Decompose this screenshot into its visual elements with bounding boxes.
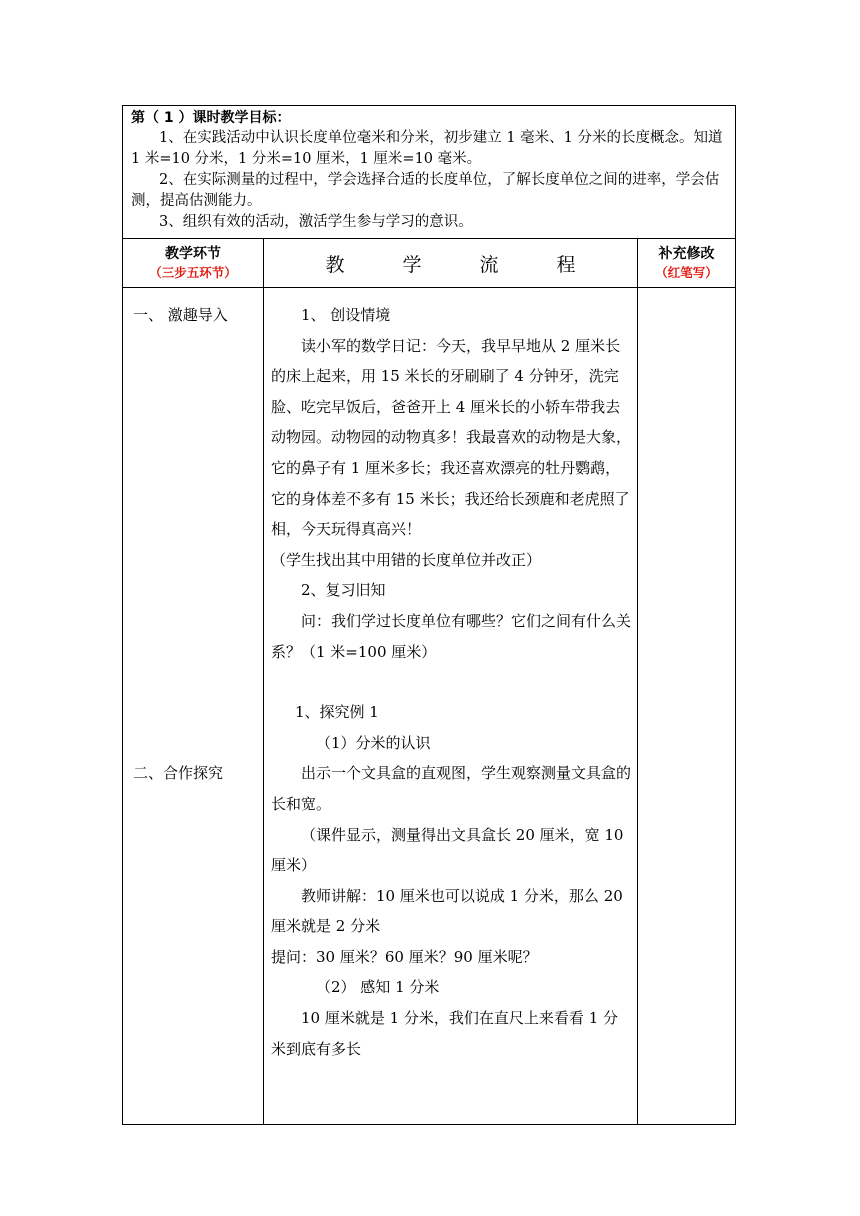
objectives-heading: 第（ 1 ）课时教学目标：	[131, 110, 291, 126]
header-stage-cell	[123, 239, 264, 288]
lesson-plan-table	[122, 105, 736, 1125]
process-column	[264, 288, 638, 1125]
blank-line	[271, 667, 631, 697]
process-line-3: （学生找出其中用错的长度单位并改正）	[271, 550, 542, 569]
objective-item-1: 1、在实践活动中认识长度单位毫米和分米，初步建立 1 毫米、1 分米的长度概念。知道 1 米=10 分米，1 分米=10 厘米，1 厘米=10 毫米。	[131, 130, 723, 167]
process-line-4: 2、复习旧知	[301, 581, 386, 600]
header-revision-cell	[638, 239, 736, 288]
stage-explore: 二、合作探究	[133, 764, 224, 782]
process-line-10: 教师讲解：10 厘米也可以说成 1 分米，那么 20 厘米就是 2 分米	[271, 886, 623, 936]
header-process-title: 教 学 流 程	[325, 253, 602, 276]
process-line-5: 问：我们学过长度单位有哪些？它们之间有什么关系？（1 米=100 厘米）	[271, 611, 632, 661]
header-stage-subtitle: （三步五环节）	[149, 264, 237, 280]
process-diary: 读小军的数学日记：今天，我早早地从 2 厘米长的床上起来，用 15 米长的牙刷刷了 4 分钟牙，洗完脸、吃完早饭后，爸爸开上 4 厘米长的小轿车带我去动物园。动物园的动物真多！我最喜欢的动物是大象，它的鼻子有 1 厘米多长；我还喜欢漂亮的牡丹鹦鹉，它的身体差不多有 15 米长；我还给长颈鹿和老虎照了相，今天玩得真高兴！	[271, 336, 632, 539]
header-process-cell	[264, 239, 638, 288]
objective-item-2: 2、在实际测量的过程中，学会选择合适的长度单位，了解长度单位之间的进率，学会估测，提高估测能力。	[131, 172, 720, 209]
header-stage-title: 教学环节	[165, 245, 221, 262]
header-revision-subtitle: （红笔写）	[655, 264, 718, 280]
stage-intro: 一、 激趣导入	[133, 306, 228, 324]
process-line-9: （课件显示，测量得出文具盒长 20 厘米，宽 10 厘米）	[271, 825, 624, 875]
objectives-cell	[123, 106, 736, 239]
header-revision-title: 补充修改	[658, 245, 715, 262]
process-line-1: 1、 创设情境	[301, 306, 391, 324]
process-line-6: 1、探究例 1	[295, 703, 379, 722]
revision-column	[638, 288, 736, 1125]
stage-column	[123, 288, 264, 1125]
process-line-12: （2） 感知 1 分米	[316, 978, 440, 997]
process-line-11: 提问：30 厘米？60 厘米？90 厘米呢？	[271, 947, 538, 966]
process-line-7: （1）分米的认识	[316, 733, 431, 752]
objective-item-3: 3、组织有效的活动，激活学生参与学习的意识。	[159, 214, 473, 230]
process-line-8: 出示一个文具盒的直观图，学生观察测量文具盒的长和宽。	[271, 764, 632, 813]
process-line-13: 10 厘米就是 1 分米，我们在直尺上来看看 1 分米到底有多长	[271, 1009, 619, 1058]
